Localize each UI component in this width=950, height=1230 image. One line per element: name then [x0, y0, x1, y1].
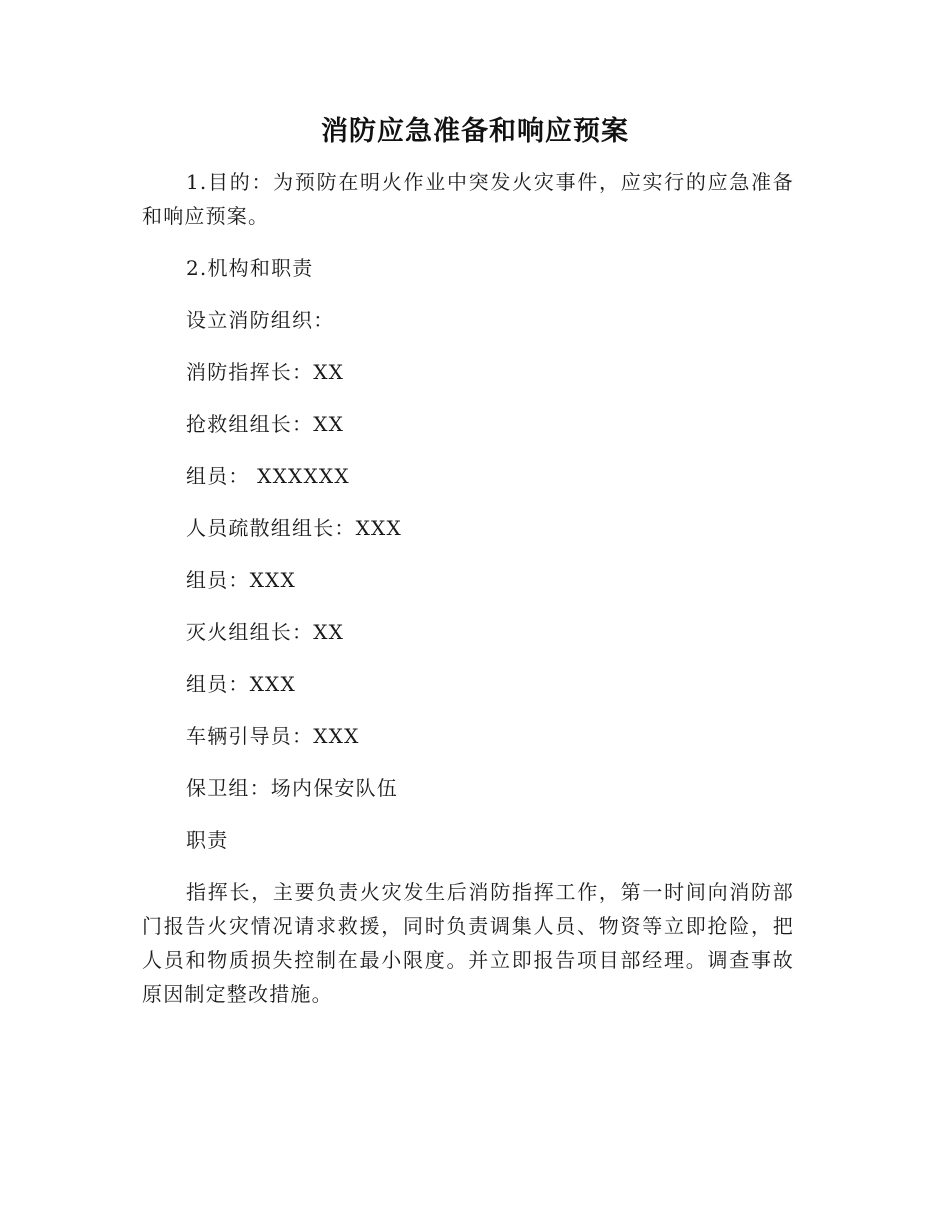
- document-title: 消防应急准备和响应预案: [321, 116, 629, 147]
- paragraph-purpose: 1.目的：为预防在明火作业中突发火灾事件，应实行的应急准备和响应预案。: [142, 170, 794, 228]
- document-body: [142, 165, 794, 1011]
- paragraph-organization-heading: 2.机构和职责: [186, 256, 314, 280]
- paragraph-rescue-leader: 抢救组组长：XX: [186, 412, 345, 436]
- paragraph-rescue-members: 组员： XXXXXX: [186, 464, 350, 488]
- paragraph-evacuation-leader: 人员疏散组组长：XXX: [186, 516, 402, 540]
- paragraph-setup-fire-organization: 设立消防组织：: [186, 308, 335, 332]
- paragraph-security-group: 保卫组：场内保安队伍: [186, 776, 398, 800]
- paragraph-firefighting-members: 组员：XXX: [186, 672, 296, 696]
- paragraph-commander-duties: 指挥长，主要负责火灾发生后消防指挥工作，第一时间向消防部门报告火灾情况请求救援，同时负责调集人员、物资等立即抢险，把人员和物质损失控制在最小限度。并立即报告项目部经理。调查事故原因制定整改措施。: [142, 880, 794, 1006]
- paragraph-firefighting-leader: 灭火组组长：XX: [186, 620, 345, 644]
- paragraph-evacuation-members: 组员：XXX: [186, 568, 296, 592]
- paragraph-fire-commander: 消防指挥长：XX: [186, 360, 345, 384]
- paragraph-duties-heading: 职责: [186, 828, 229, 852]
- paragraph-vehicle-guide: 车辆引导员：XXX: [186, 724, 360, 748]
